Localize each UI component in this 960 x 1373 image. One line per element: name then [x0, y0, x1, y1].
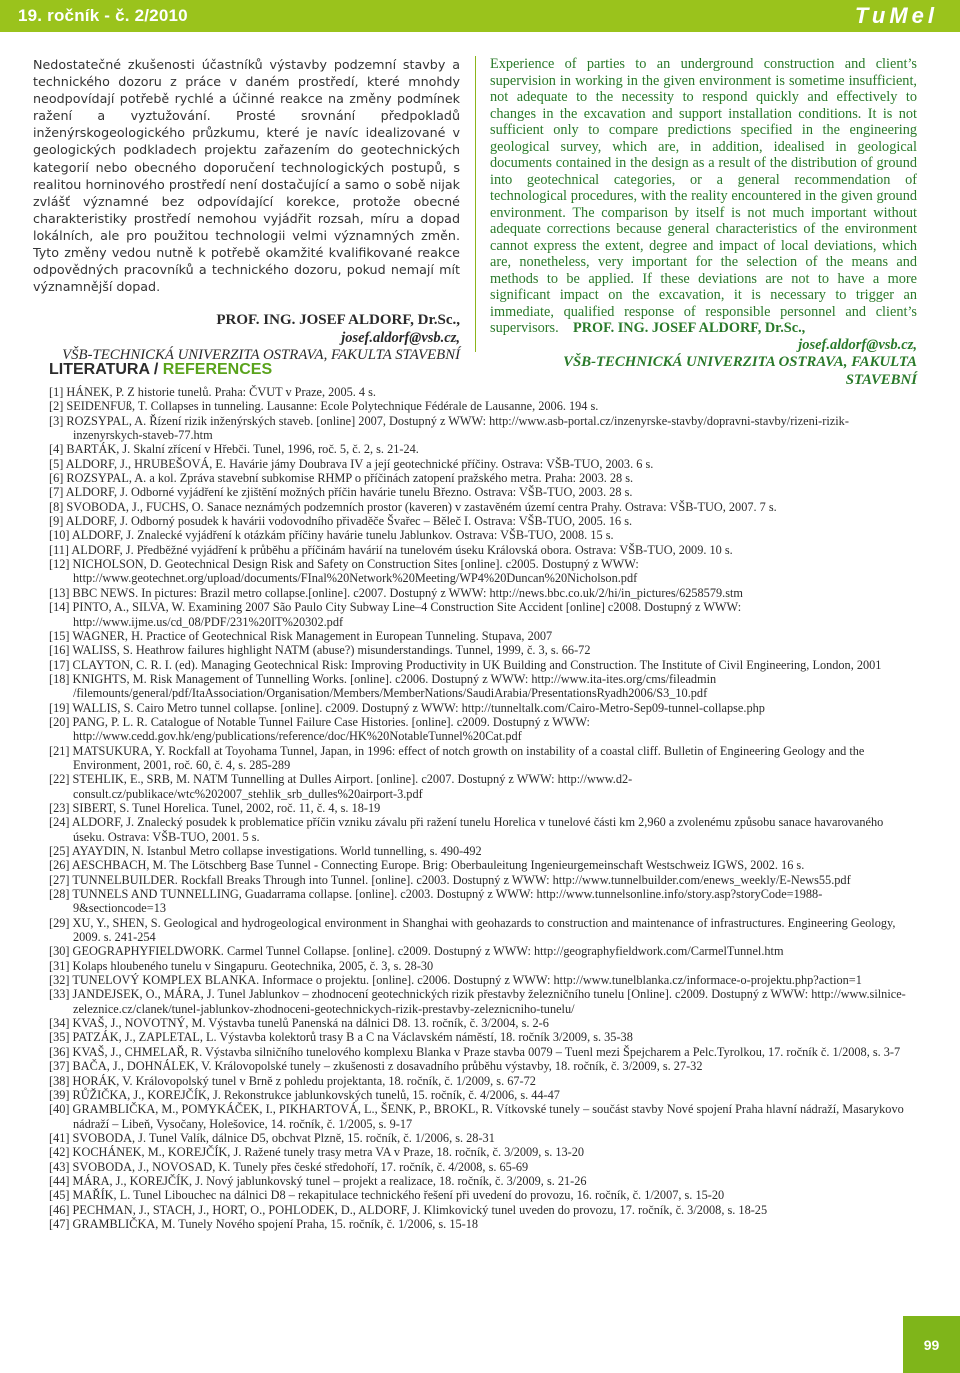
- reference-item: [28] TUNNELS AND TUNNELLING, Guadarrama collapse. [online]. c2003. Dostupný z WWW: http://www.tunnelsonline.info/story.asp?storyCode=1988-9&sectioncode=13: [49, 887, 823, 916]
- reference-item: [36] KVAŠ, J., CHMELAŘ, R. Výstavba silničního tunelového komplexu Blanka v Praze stavba 0079 – Tuenl mezi Špejcharem a Pelc.Tyrolkou, 17. ročník č. 1/2008, s. 3-7: [49, 1044, 901, 1059]
- reference-item: [18] KNIGHTS, M. Risk Management of Tunnelling Works. [online]. c2006. Dostupný z WWW: http://www.ita-ites.org/cms/fileadmin /filemounts/general/pdf/ItaAssociation/Organisation/Members/MemberNations/SaudiArabia/PresentationsRyadh2006/S3_10.pdf: [49, 671, 717, 701]
- reference-item: [46] PECHMAN, J., STACH, J., HORT, O., POHLODEK, D., ALDORF, J. Klimkovický tunel uveden do provozu, 17. ročník, č. 3/2008, s. 18-25: [49, 1202, 768, 1217]
- reference-item: [15] WAGNER, H. Practice of Geotechnical Risk Management in European Tunneling. Stupava, 2007: [49, 628, 553, 643]
- reference-item: [9] ALDORF, J. Odborný posudek k havárii vodovodního přivaděče Švařec – Běleč I. Ostrava: VŠB-TUO, 2005. 16 s.: [49, 514, 633, 529]
- issue-label: 19. ročník - č. 2/2010: [18, 6, 188, 25]
- reference-item: [20] PANG, P. L. R. Catalogue of Notable Tunnel Failure Case Histories. [online]. c2009. Dostupný z WWW: http://www.cedd.gov.hk/eng/publications/reference/doc/HK%20NotableTunnel%20Cat.pdf: [49, 714, 590, 744]
- reference-item: [2] SEIDENFUß, T. Collapses in tunneling. Lausanne: Ecole Polytechnique Fédérale de Lausanne, 2006. 194 s.: [49, 399, 599, 414]
- reference-item: [29] XU, Y., SHEN, S. Geological and hydrogeological environment in Shanghai with geohazards to construction and maintenance of infrastructures. Engineering Geology, 2009. s. 241-254: [49, 915, 896, 945]
- references-title-en: REFERENCES: [162, 361, 273, 378]
- reference-item: [34] KVAŠ, J., NOVOTNÝ, M. Výstavba tunelů Panenská na dálnici D8. 13. ročník, č. 3/2004, s. 2-6: [49, 1016, 549, 1031]
- reference-item: [35] PATZÁK, J., ZAPLETAL, L. Výstavba kolektorů trasy B a C na Václavském náměstí, 18. ročník 3/2009, s. 35-38: [49, 1030, 633, 1045]
- english-author-email: josef.aldorf@vsb.cz,: [798, 336, 917, 353]
- reference-item: [42] KOCHÁNEK, M., KOREJČÍK, J. Ražené tunely trasy metra VA v Praze, 18. ročník, č. 3/2009, s. 13-20: [49, 1145, 585, 1160]
- english-paragraph-text: Experience of parties to an underground construction and client’s supervision in working in the given environment is sometime insufficient, not adequate to the necessity to respond quickly and effectively to changes in the excavation and support installation conditions. It is not sufficient only to compare predictions specified in the engineering geological survey, which are, in addition, idealised in geological documents contained in the design as a result of the distribution of ground into geotechnical categories, or a general recommendation of technological procedures, with the reality encountered in the given ground environment. The comparison by itself is not much important without adequate corrections because general characteristics of the environment cannot express the extent, degree and impact of local deviations, which are, nonetheless, very important for the selection of the means and methods to be applied. If these deviations are not to have a more significant impact on the excavation, it is necessary to trigger an immediate, qualified response of responsible personnel and client’s supervisors.: [490, 56, 917, 336]
- reference-item: [8] SVOBODA, J., FUCHS, O. Sanace neznámých podzemních prostor (kaveren) v zastavěném území centra Prahy. Ostrava: VŠB-TUO, 2007. 7 s.: [49, 499, 777, 514]
- reference-item: [7] ALDORF, J. Odborné vyjádření ke zjištění možných příčin havárie tunelu Březno. Ostrava: VŠB-TUO, 2003. 28 s.: [49, 485, 633, 500]
- reference-item: [30] GEOGRAPHYFIELDWORK. Carmel Tunnel Collapse. [online]. c2009. Dostupný z WWW: http://geographyfieldwork.com/CarmelTunnel.htm: [49, 944, 784, 959]
- reference-item: [44] MÁRA, J., KOREJČÍK, J. Nový jablunkovský tunel – projekt a realizace, 18. ročník, č. 3/2009, s. 21-26: [49, 1173, 587, 1188]
- author-email: josef.aldorf@vsb.cz,: [341, 329, 460, 346]
- reference-item: [1] HÁNEK, P. Z historie tunelů. Praha: ČVUT v Praze, 2005. 4 s.: [49, 385, 376, 399]
- references-title-cz: LITERATURA: [49, 361, 150, 378]
- reference-item: [12] NICHOLSON, D. Geotechnical Design Risk and Safety on Construction Sites [online]. c2005. Dostupný z WWW: http://www.geotechnet.org/upload/documents/FInal%20Network%20Meeting/WP4%20Duncan%20Nicholson.pdf: [49, 557, 639, 586]
- reference-item: [31] Kolaps hloubeného tunelu v Singapuru. Geotechnika, 2005, č. 3, s. 28-30: [49, 958, 434, 973]
- english-author-affiliation: VŠB-TECHNICKÁ UNIVERZITA OSTRAVA, FAKULTA STAVEBNÍ: [563, 354, 917, 388]
- reference-item: [21] MATSUKURA, Y. Rockfall at Toyohama Tunnel, Japan, in 1996: effect of notch growth on instability of a coastal cliff. Bulletin of Engineering Geology and the Environment, 2001, roč. 60, č. 4, s. 285-289: [49, 743, 865, 772]
- journal-logo: TuMel: [854, 3, 938, 28]
- czech-paragraph: Nedostatečné zkušenosti účastníků výstavby podzemní stavby a technického dozoru z práce v daném prostředí, které mnohdy neodpovídají potřebě rychlé a účinné reakce na změny podmínek ražení a vyztužování. Prosté srovnání předpokladů inženýrskogeologického průzkumu, které je navíc idealizované v geologických podkladech projektu zařazením do geotechnických kategorií nebo obecného doporučení technologických postupů, s realitou horninového prostředí není dostačující a samo o sobě nijak zvlášť významné bez odpovídající korekce, protože obecné charakteristiky prostředí nemohou vyjádřit rozsah, míru a dopad lokálních, ale pro použitou technologii velmi významných změn. Tyto změny vedou nutně k potřebě okamžité kvalifikované reakce odpovědných pracovníků a technického dozoru, pokud nemají mít významnější dopad.: [33, 57, 460, 295]
- english-signature: [490, 337, 917, 390]
- english-column: [490, 56, 917, 389]
- reference-item: [32] TUNELOVÝ KOMPLEX BLANKA. Informace o projektu. [online]. c2006. Dostupný z WWW: http://www.tunelblanka.cz/informace-o-projektu.php?action=1: [49, 973, 862, 988]
- reference-item: [23] SIBERT, S. Tunel Horelica. Tunel, 2002, roč. 11, č. 4, s. 18-19: [49, 800, 381, 815]
- reference-item: [3] ROZSYPAL, A. Řízení rizik inženýrských staveb. [online] 2007, Dostupný z WWW: http://www.asb-portal.cz/inzenyrske-stavby/dopravni-stavby/rizeni-rizik-inzenyrskych-staveb-77.htm: [49, 413, 849, 443]
- reference-item: [19] WALLIS, S. Cairo Metro tunnel collapse. [online]. c2009. Dostupný z WWW: http://tunneltalk.com/Cairo-Metro-Sep09-tunnel-collapse.php: [49, 700, 765, 715]
- references-list: [49, 385, 909, 1231]
- reference-item: [24] ALDORF, J. Znalecký posudek k problematice příčin vzniku závalu při ražení tunelu Horelica v tunelové části km 2,960 a zvolenému způsobu sanace havarovaného úseku. Ostrava: VŠB-TUO, 2001. 5 s.: [49, 815, 884, 844]
- english-author-name: PROF. ING. JOSEF ALDORF, Dr.Sc.,: [573, 320, 806, 336]
- column-divider: [475, 56, 476, 352]
- references-title-separator: /: [149, 361, 163, 378]
- reference-item: [4] BARTÁK, J. Skalní zřícení v Hřebči. Tunel, 1996, roč. 5, č. 2, s. 21-24.: [49, 442, 419, 457]
- reference-item: [41] SVOBODA, J. Tunel Valík, dálnice D5, obchvat Plzně, 15. ročník, č. 1/2006, s. 28-31: [49, 1130, 495, 1145]
- reference-item: [40] GRAMBLIČKA, M., POMYKÁČEK, I., PIKHARTOVÁ, L., ŠENK, P., BROKL, R. Vítkovské tunely – součást stavby Nové spojení Praha hlavní nádraží, Masarykovo nádraží – Libeň, Vysočany, Holešovice, 14. ročník, č. 1/2005, s. 9-17: [49, 1102, 904, 1131]
- references-title: [49, 361, 272, 379]
- reference-item: [25] AYAYDIN, N. Istanbul Metro collapse investigations. World tunnelling, s. 490-492: [49, 844, 482, 858]
- czech-signature: [33, 312, 460, 365]
- author-name: PROF. ING. JOSEF ALDORF, Dr.Sc.,: [216, 312, 460, 329]
- reference-item: [10] ALDORF, J. Znalecké vyjádření k otázkám příčiny havárie tunelu Jablunkov. Ostrava: VŠB-TUO, 2008. 15 s.: [49, 528, 614, 543]
- czech-column: [33, 56, 460, 365]
- reference-item: [26] AESCHBACH, M. The Lötschberg Base Tunnel - Connecting Europe. Brig: Oberbauleitung Ingenieurgemeinschaft Westschweiz IGWS, 2002. 16 s.: [49, 858, 805, 873]
- reference-item: [37] BAČA, J., DOHNÁLEK, V. Královopolské tunely – zkušenosti z dosavadního průběhu výstavby, 18. ročník, č. 3/2009, s. 27-32: [49, 1059, 703, 1074]
- reference-item: [6] ROZSYPAL, A. a kol. Zpráva stavební subkomise RHMP o příčinách zatopení pražského metra. Praha: 2003. 28 s.: [49, 471, 634, 486]
- author-affiliation: VŠB-TECHNICKÁ UNIVERZITA OSTRAVA, FAKULTA STAVEBNÍ: [62, 347, 460, 364]
- reference-item: [38] HORÁK, V. Královopolský tunel v Brně z pohledu projektanta, 18. ročník, č. 1/2009, s. 67-72: [49, 1073, 536, 1088]
- reference-item: [27] TUNNELBUILDER. Rockfall Breaks Through into Tunnel. [online]. c2003. Dostupný z WWW: http://www.tunnelbuilder.com/enews_weekly/E-News55.pdf: [49, 872, 851, 887]
- reference-item: [11] ALDORF, J. Předběžné vyjádření k průběhu a příčinám havárií na tunelovém úseku Královská obora. Ostrava: VŠB-TUO, 2009. 10 s.: [49, 542, 733, 557]
- english-paragraph: [490, 56, 917, 337]
- reference-item: [33] JANDEJSEK, O., MÁRA, J. Tunel Jablunkov – zhodnocení geotechnických rizik přestavby železničního tunelu [Online]. c2009. Dostupný z WWW: http://www.silnice-zeleznice.cz/clanek/tunel-jablunkov-zhodnoceni-geotechnickych-rizik-prestavby-zeleznicniho-tunelu/: [49, 987, 906, 1016]
- reference-item: [43] SVOBODA, J., NOVOSAD, K. Tunely přes české středohoří, 17. ročník, č. 4/2008, s. 65-69: [49, 1159, 529, 1174]
- reference-item: [5] ALDORF, J., HRUBEŠOVÁ, E. Havárie jámy Doubrava IV a její geotechnické příčiny. Ostrava: VŠB-TUO, 2003. 6 s.: [49, 456, 654, 471]
- reference-item: [17] CLAYTON, C. R. I. (ed). Managing Geotechnical Risk: Improving Productivity in UK Building and Construction. The Institute of Civil Engineering, London, 2001: [49, 657, 882, 672]
- header-bar: [0, 0, 960, 32]
- reference-item: [16] WALISS, S. Heathrow failures highlight NATM (abuse?) misunderstandings. Tunnel, 1999, č. 3, s. 66-72: [49, 643, 591, 658]
- page-number: 99: [903, 1316, 960, 1373]
- reference-item: [22] STEHLIK, E., SRB, M. NATM Tunnelling at Dulles Airport. [online]. c2007. Dostupný z WWW: http://www.d2-consult.cz/publikace/wtc%202007_stehlik_srb_dulles%20airport-3.pdf: [49, 772, 633, 801]
- reference-item: [47] GRAMBLIČKA, M. Tunely Nového spojení Praha, 15. ročník, č. 1/2006, s. 15-18: [49, 1216, 479, 1231]
- reference-item: [14] PINTO, A., SILVA, W. Examining 2007 São Paulo City Subway Line–4 Construction Site Accident [online] c2008. Dostupný z WWW: http://www.ijme.us/cd_08/PDF/231%20IT%20302.pdf: [49, 600, 742, 629]
- reference-item: [39] RŮŽIČKA, J., KOREJČÍK, J. Rekonstrukce jablunkovských tunelů, 15. ročník, č. 4/2006, s. 44-47: [49, 1087, 560, 1102]
- reference-item: [45] MAŘÍK, L. Tunel Libouchec na dálnici D8 – rekapitulace technického řešení při uvedení do provozu, 16. ročník, č. 1/2007, s. 15-20: [49, 1188, 725, 1203]
- reference-item: [13] BBC NEWS. In pictures: Brazil metro collapse.[online]. c2007. Dostupný z WWW: http://news.bbc.co.uk/2/hi/in_pictures/6258579.stm: [49, 585, 743, 600]
